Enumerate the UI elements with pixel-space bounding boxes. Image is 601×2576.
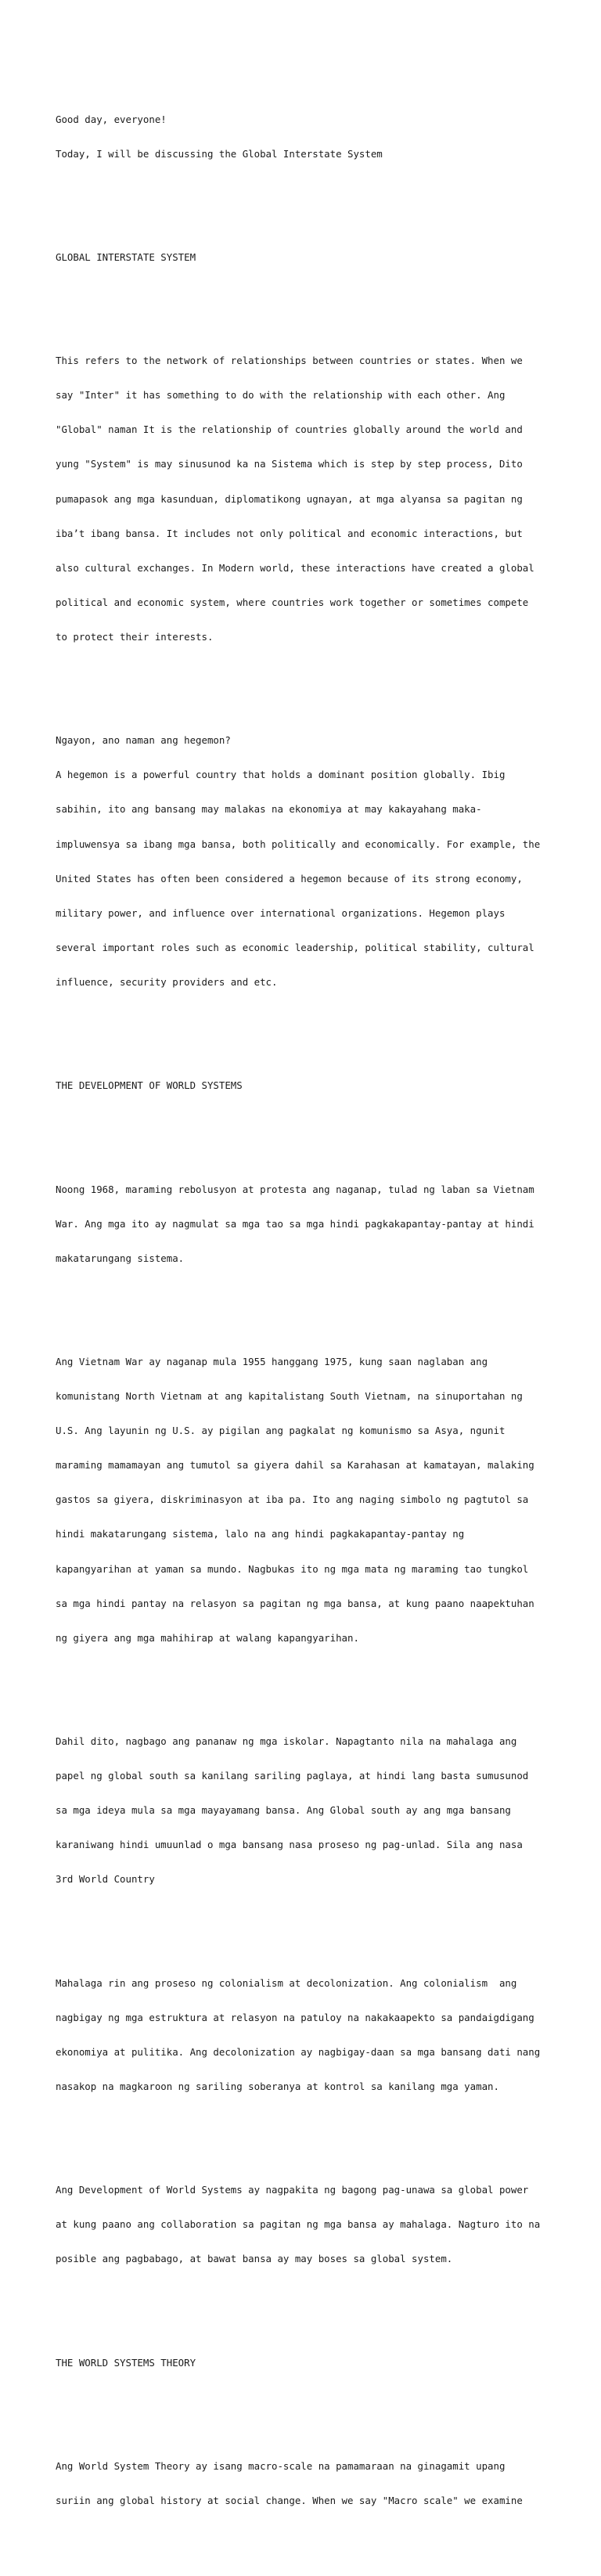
paragraph-vietnam-war <box>56 1334 549 1667</box>
text-line: Ang Development of World Systems ay nagpakita ng bagong pag-unawa sa global power <box>56 2184 529 2196</box>
text-line: A hegemon is a powerful country that holds a dominant position globally. Ibig <box>56 769 506 781</box>
text-line: yung "System" is may sinusunod ka na Sistema which is step by step process, Dito <box>56 458 523 470</box>
text-line: political and economic system, where countries work together or sometimes compete <box>56 596 529 608</box>
paragraph-hegemon <box>56 712 549 1011</box>
text-line: to protect their interests. <box>56 630 214 643</box>
text-line: several important roles such as economic leadership, political stability, cultural <box>56 941 534 953</box>
paragraph-colonialism <box>56 1955 549 2116</box>
text-line: nasakop na magkaroon ng sariling soberanya at kontrol sa kanilang mga yaman. <box>56 2080 499 2092</box>
paragraph-development-summary <box>56 2162 549 2289</box>
text-line: Ngayon, ano naman ang hegemon? <box>56 734 231 747</box>
text-line: pumapasok ang mga kasunduan, diplomatikong ugnayan, at mga alyansa sa pagitan ng <box>56 492 523 505</box>
text-line: influence, security providers and etc. <box>56 975 278 988</box>
text-line: Noong 1968, maraming rebolusyon at protesta ang naganap, tulad ng laban sa Vietnam <box>56 1183 534 1195</box>
paragraph-scholars <box>56 1713 549 1909</box>
text-line: Dahil dito, nagbago ang pananaw ng mga iskolar. Napagtanto nila na mahalaga ang <box>56 1735 517 1748</box>
greeting <box>56 91 549 183</box>
heading-development-of-world-systems <box>56 1057 549 1115</box>
document-body <box>56 56 549 2576</box>
text-line: nagbigay ng mga estruktura at relasyon na patuloy na nakakaapekto sa pandaigdigang <box>56 2011 534 2023</box>
text-line: also cultural exchanges. In Modern world, these interactions have created a global <box>56 561 534 574</box>
text-line: "Global" naman It is the relationship of countries globally around the world and <box>56 423 523 436</box>
text-line: sa mga ideya mula sa mga mayayamang bansa. Ang Global south ay ang mga bansang <box>56 1804 511 1817</box>
section-heading: THE DEVELOPMENT OF WORLD SYSTEMS <box>56 1079 243 1092</box>
text-line: Ang World System Theory ay isang macro-scale na pamamaraan na ginagamit upang <box>56 2460 506 2473</box>
text-line: Mahalaga rin ang proseso ng colonialism at decolonization. Ang colonialism ang <box>56 1976 517 1989</box>
text-line: United States has often been considered a hegemon because of its strong economy, <box>56 872 523 884</box>
heading-world-systems-theory <box>56 2334 549 2392</box>
text-line: War. Ang mga ito ay nagmulat sa mga tao sa mga hindi pagkakapantay-pantay at hindi <box>56 1217 534 1230</box>
text-line: sabihin, ito ang bansang may malakas na ekonomiya at may kakayahang maka- <box>56 803 482 816</box>
text-line: Ang Vietnam War ay naganap mula 1955 hanggang 1975, kung saan naglaban ang <box>56 1355 488 1367</box>
text-line: gastos sa giyera, diskriminasyon at iba pa. Ito ang naging simbolo ng pagtutol sa <box>56 1493 529 1506</box>
text-line: posible ang pagbabago, at bawat bansa ay may boses sa global system. <box>56 2253 453 2265</box>
text-line: at kung paano ang collaboration sa pagitan ng mga bansa ay mahalaga. Nagturo ito na <box>56 2218 541 2231</box>
text-line: komunistang North Vietnam at ang kapitalistang South Vietnam, na sinuportahan ng <box>56 1390 523 1403</box>
text-line: sa mga hindi pantay na relasyon sa pagitan ng mga bansa, at kung paano naapektuhan <box>56 1597 534 1609</box>
text-line: military power, and influence over international organizations. Hegemon plays <box>56 906 506 919</box>
section-heading: THE WORLD SYSTEMS THEORY <box>56 2356 196 2369</box>
text-line: Today, I will be discussing the Global Interstate System <box>56 147 383 160</box>
section-heading: GLOBAL INTERSTATE SYSTEM <box>56 250 196 263</box>
text-line: papel ng global south sa kanilang sariling paglaya, at hindi lang basta sumusunod <box>56 1770 529 1782</box>
paragraph-world-system-theory <box>56 2438 549 2531</box>
text-line: Good day, everyone! <box>56 113 167 125</box>
text-line: iba’t ibang bansa. It includes not only political and economic interactions, but <box>56 527 523 539</box>
text-line: ng giyera ang mga mahihirap at walang kapangyarihan. <box>56 1631 359 1644</box>
text-line: This refers to the network of relationships between countries or states. When we <box>56 355 523 367</box>
paragraph-interstate-definition <box>56 333 549 666</box>
text-line: suriin ang global history at social change. When we say "Macro scale" we examine <box>56 2495 523 2507</box>
text-line: hindi makatarungang sistema, lalo na ang hindi pagkakapantay-pantay ng <box>56 1528 465 1540</box>
text-line: impluwensya sa ibang mga bansa, both politically and economically. For example, the <box>56 838 541 850</box>
text-line: makatarungang sistema. <box>56 1252 185 1264</box>
text-line: kapangyarihan at yaman sa mundo. Nagbukas ito ng mga mata ng maraming tao tungkol <box>56 1562 529 1575</box>
text-line: ekonomiya at pulitika. Ang decolonization ay nagbigay-daan sa mga bansang dati nang <box>56 2045 541 2058</box>
text-line: karaniwang hindi umuunlad o mga bansang nasa proseso ng pag-unlad. Sila ang nasa <box>56 1839 523 1851</box>
heading-global-interstate-system <box>56 229 549 287</box>
paragraph-1968 <box>56 1161 549 1288</box>
text-line: 3rd World Country <box>56 1873 155 1886</box>
text-line: U.S. Ang layunin ng U.S. ay pigilan ang pagkalat ng komunismo sa Asya, ngunit <box>56 1425 506 1437</box>
text-line: maraming mamamayan ang tumutol sa giyera dahil sa Karahasan at kamatayan, malaking <box>56 1459 534 1472</box>
text-line: say "Inter" it has something to do with the relationship with each other. Ang <box>56 389 506 402</box>
